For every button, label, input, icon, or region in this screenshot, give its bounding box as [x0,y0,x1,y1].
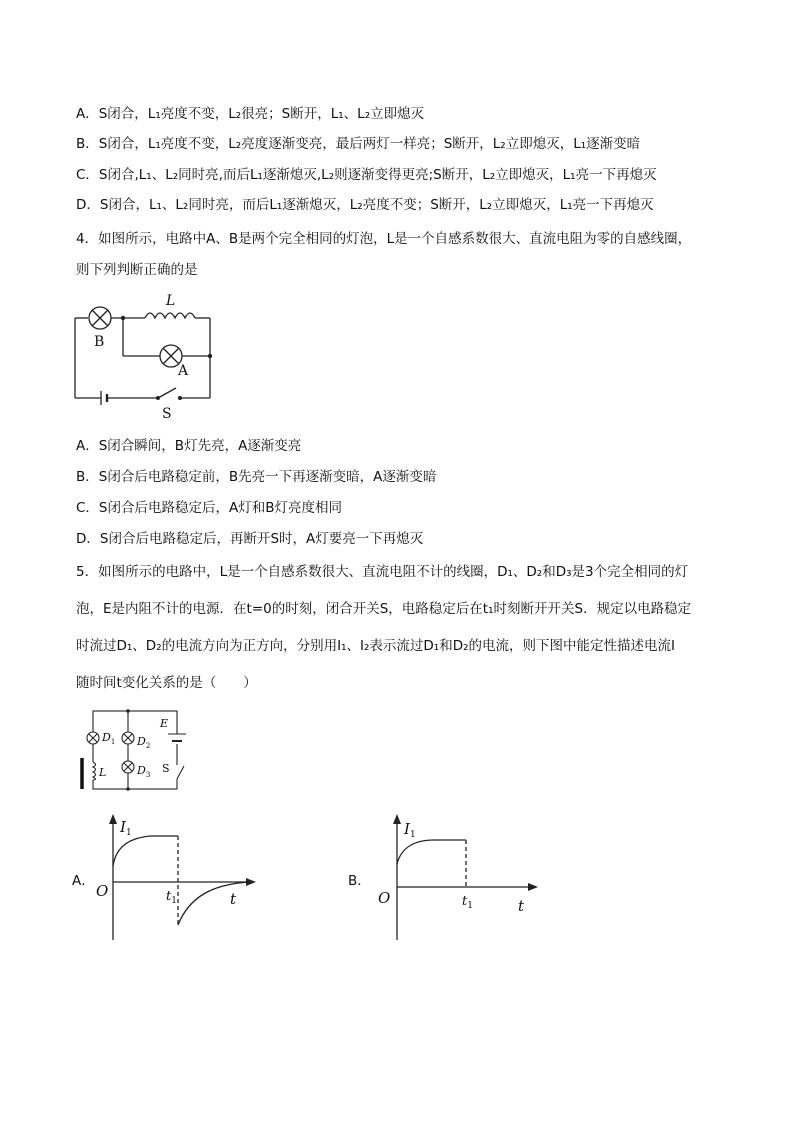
q5-option-b-label: B． [348,873,371,889]
graph-a-ylabel: $I_1$ [120,818,132,838]
q4-stem-line-1: 4．如图所示，电路中A、B是两个完全相同的灯泡，L是一个自感系数很大、直流电阻为零的自感线圈， [76,231,692,247]
q5-d3-label: $D_3$ [137,764,151,779]
q5-stem-line-2: 泡，E是内阻不计的电源．在t=0的时刻，闭合开关S，电路稳定后在t₁时刻断开开关S．规定以电路稳定 [76,601,692,617]
q3-option-a: A．S闭合，L₁亮度不变，L₂很亮；S断开，L₁、L₂立即熄灭 [76,106,425,122]
q3-option-b: B．S闭合，L₁亮度不变，L₂亮度逐渐变亮，最后两灯一样亮；S断开，L₂立即熄灭，L₁逐渐变暗 [76,136,641,152]
lamp-d3 [122,761,134,773]
battery [101,391,107,405]
switch-s [158,388,176,398]
graph-a-xlabel: t [230,890,237,908]
inductor-coil [145,313,195,318]
switch-label: S [162,406,172,422]
lamp-d1 [87,732,99,744]
q4-stem-line-2: 则下列判断正确的是 [76,262,198,278]
q4-option-a: A．S闭合瞬间，B灯先亮，A逐渐变亮 [76,438,302,454]
q5-d2-label: $D_2$ [137,735,151,750]
q5-stem-line-1: 5．如图所示的电路中，L是一个自感系数很大、直流电阻不计的线圈，D₁、D₂和D₃是3个完全相同的灯 [76,564,689,580]
q5-stem-line-3: 时流过D₁、D₂的电流方向为正方向，分别用I₁、I₂表示流过D₁和D₂的电流，则下图中能定性描述电流I [76,638,675,654]
q4-option-b: B．S闭合后电路稳定前，B先亮一下再逐渐变暗，A逐渐变暗 [76,469,437,485]
q4-option-c: C．S闭合后电路稳定后，A灯和B灯亮度相同 [76,500,342,516]
graph-b-xlabel: t [518,897,525,915]
q3-option-c: C．S闭合,L₁、L₂同时亮,而后L₁逐渐熄灭,L₂则逐渐变得更亮;S断开，L₂立即熄灭，L₁亮一下再熄灭 [76,167,657,183]
q3-option-d: D．S闭合，L₁、L₂同时亮，而后L₁逐渐熄灭，L₂亮度不变；S断开，L₂立即熄灭，L₁亮一下再熄灭 [76,197,654,213]
q5-option-a-label: A． [72,873,95,889]
q5-l-label: L [99,766,107,779]
q4-option-d: D．S闭合后电路稳定后，再断开S时，A灯要亮一下再熄灭 [76,531,424,547]
graph-b-origin: O [378,889,391,907]
lamp-b-label: B [94,334,105,350]
q5-stem-line-4: 随时间t变化关系的是（ ） [76,675,257,691]
q5-s-label: S [162,762,170,775]
q5-d1-label: $D_1$ [102,731,116,746]
lamp-a-label: A [178,363,189,379]
lamp-a [160,345,182,367]
q5-switch [177,766,184,779]
q5-inductor-coil [93,762,96,780]
graph-b-t1: $t_1$ [462,894,473,911]
graph-a-t1: $t_1$ [166,889,177,906]
coil-label: L [166,293,176,309]
graph-a-origin: O [96,882,109,900]
lamp-d2 [122,732,134,744]
graph-b-ylabel: $I_1$ [404,820,416,840]
lamp-b [89,307,111,329]
q5-e-label: E [160,717,169,730]
